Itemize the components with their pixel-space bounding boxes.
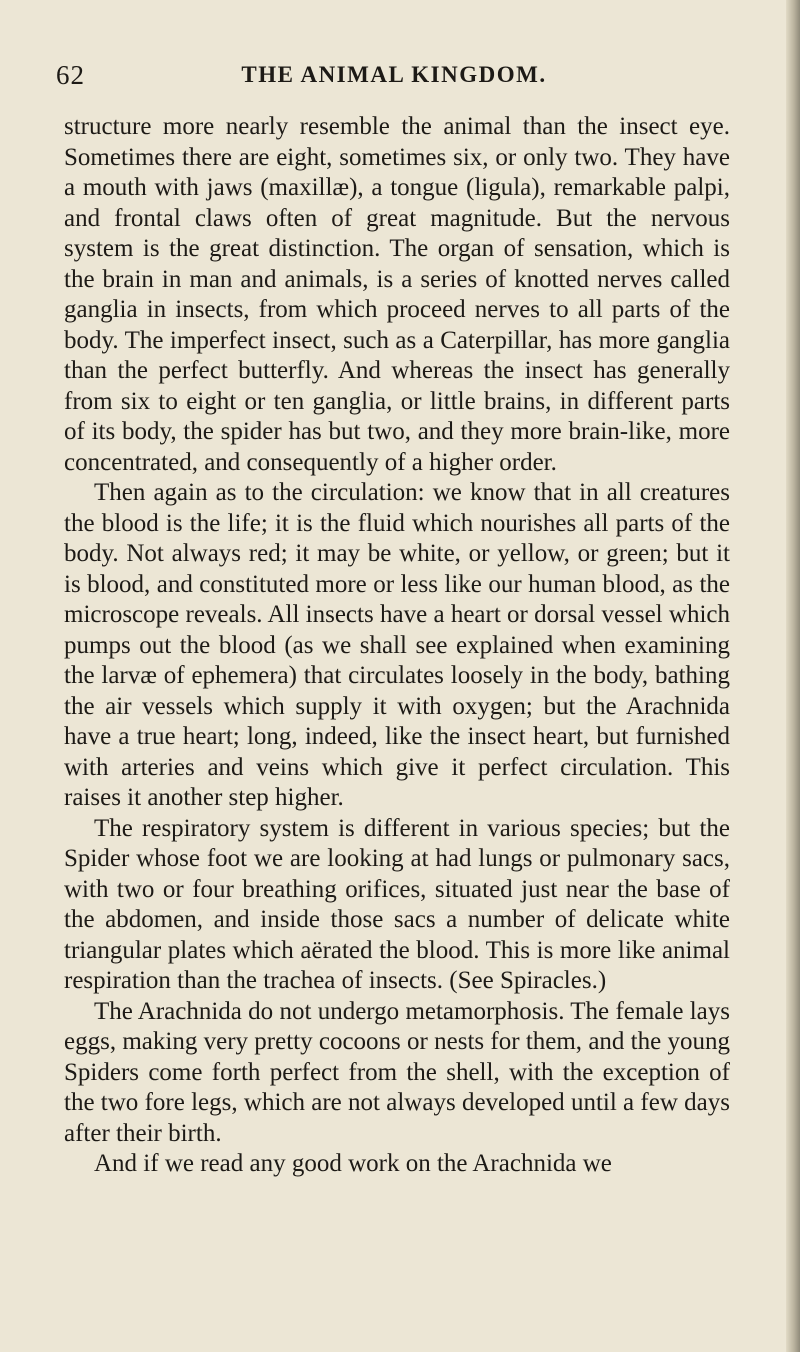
paragraph-1: structure more nearly resemble the animal than the insect eye. Sometimes there are eight, sometimes six, or only two. They have a mouth with jaws (maxillæ), a tongue (ligula), remarkable palpi, and frontal claws often of great magnitude. But the nervous system is the great distinction. The organ of sensation, which is the brain in man and animals, is a series of knotted nerves called ganglia in insects, from which proceed nerves to all parts of the body. The imperfect insect, such as a Caterpillar, has more ganglia than the perfect butterfly. And whereas the insect has generally from six to eight or ten ganglia, or little brains, in different parts of its body, the spider has but two, and they more brain-like, more concentrated, and consequently of a higher order. xyxy=(64,113,730,476)
paragraph-4: The Arachnida do not undergo metamorphosis. The female lays eggs, making very pretty cocoons or nests for them, and the young Spiders come forth perfect from the shell, with the exception of the two fore legs, which are not always developed until a few days after their birth. xyxy=(64,997,730,1147)
page-number: 62 xyxy=(56,60,85,90)
running-head: THE ANIMAL KINGDOM. xyxy=(241,62,547,87)
page-edge xyxy=(786,0,800,1352)
paragraph-2: Then again as to the circulation: we know that in all creatures the blood is the life; it is the fluid which nourishes all parts of the body. Not always red; it may be white, or yellow, or green; but it is blood, and constituted more or less like our human blood, as the microscope reveals. All insects have a heart or dorsal vessel which pumps out the blood (as we shall see explained when examining the larvæ of ephemera) that circulates loosely in the body, bathing the air vessels which supply it with oxygen; but the Arachnida have a true heart; long, indeed, like the insect heart, but furnished with arteries and veins which give it perfect circulation. This raises it another step higher. xyxy=(64,479,730,811)
paragraph-3: The respiratory system is different in various species; but the Spider whose foot we are looking at had lungs or pulmonary sacs, with two or four breathing orifices, situated just near the base of the abdomen, and inside those sacs a number of delicate white triangular plates which aërated the blood. This is more like animal respiration than the trachea of insects. (See Spiracles.) xyxy=(64,814,730,994)
paragraph-5: And if we read any good work on the Arachnida we xyxy=(94,1150,612,1177)
body-text xyxy=(64,112,730,1180)
page-header xyxy=(56,60,732,96)
